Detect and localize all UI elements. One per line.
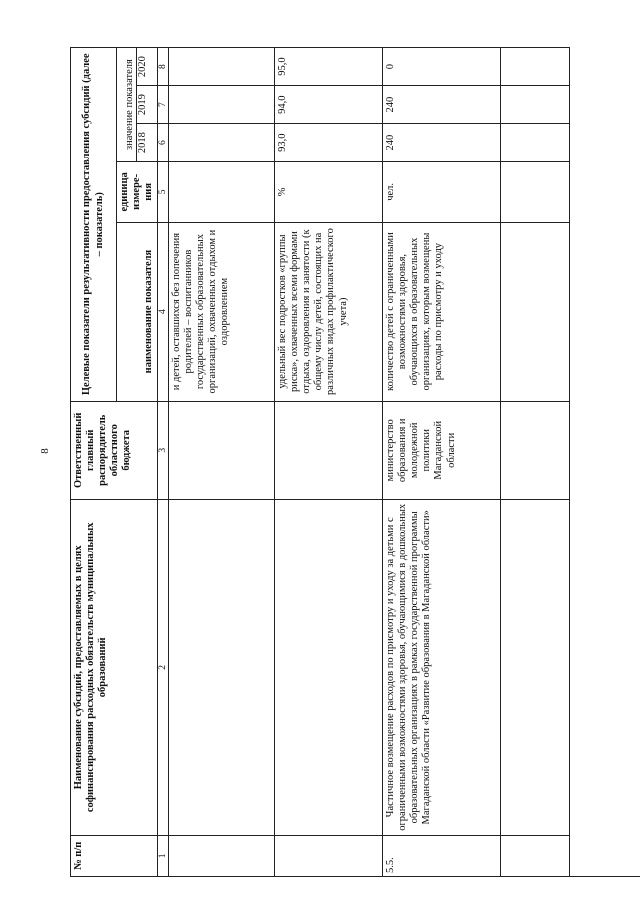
value-2019-cell: 94,0 bbox=[275, 86, 383, 124]
column-number: 6 bbox=[158, 124, 169, 162]
header-year-2019: 2019 bbox=[136, 86, 157, 124]
administrator-cell bbox=[169, 401, 275, 499]
indicator-name-cell: удельный вес подростков «группы риска», охваченных всеми формами отдыха, оздоровления и занятости (к общему числу детей, состоящих на различных видах профилактического учета) bbox=[275, 222, 383, 401]
indicator-name-cell: количество детей с ограниченными возможностями здоровья, обучающихся в образовательных организациях, которым возмещены расходы по присмотру и уходу bbox=[383, 222, 501, 401]
empty-cell bbox=[501, 500, 570, 836]
rotated-table-wrapper bbox=[70, 47, 570, 877]
bottom-rule bbox=[245, 876, 640, 877]
value-2020-cell: 0 bbox=[383, 48, 501, 86]
header-year-2020: 2020 bbox=[136, 48, 157, 86]
row-number-cell bbox=[275, 835, 383, 876]
value-2020-cell bbox=[169, 48, 275, 86]
column-number: 8 bbox=[158, 48, 169, 86]
empty-cell bbox=[501, 222, 570, 401]
page-number: 8 bbox=[38, 448, 51, 454]
empty-cell bbox=[501, 48, 570, 86]
header-number: № п/п bbox=[71, 835, 158, 876]
table-row bbox=[383, 48, 501, 877]
unit-cell bbox=[169, 162, 275, 222]
value-2018-cell bbox=[169, 124, 275, 162]
header-row-1 bbox=[71, 48, 117, 877]
column-number: 5 bbox=[158, 162, 169, 222]
value-2019-cell bbox=[169, 86, 275, 124]
column-number: 4 bbox=[158, 222, 169, 401]
header-administrator: Ответственный главный распорядитель областного бюджета bbox=[71, 401, 158, 499]
indicator-name-cell: и детей, оставшихся без попечения родителей – воспитанников государственных образовательных организаций, охваченных отдыхом и оздоровлением bbox=[169, 222, 275, 401]
header-indicator-name: наименование показателя bbox=[117, 222, 158, 401]
column-number-row bbox=[158, 48, 169, 877]
column-number: 1 bbox=[158, 835, 169, 876]
header-unit: единица измере-ния bbox=[117, 162, 158, 222]
header-values-group: значение показателя bbox=[117, 48, 137, 162]
value-2018-cell: 93,0 bbox=[275, 124, 383, 162]
header-indicators-group: Целевые показатели результативности предоставления субсидий (далее – показатель) bbox=[71, 48, 117, 402]
value-2018-cell: 240 bbox=[383, 124, 501, 162]
empty-cell bbox=[501, 401, 570, 499]
subsidy-indicators-table bbox=[70, 47, 570, 877]
row-number-cell bbox=[169, 835, 275, 876]
column-number: 2 bbox=[158, 500, 169, 836]
column-number: 3 bbox=[158, 401, 169, 499]
header-subsidy-name: Наименование субсидий, предоставляемых в целях софинансирования расходных обязательств муниципальных образований bbox=[71, 500, 158, 836]
administrator-cell: министерство образования и молодежной политики Магаданской области bbox=[383, 401, 501, 499]
value-2020-cell: 95,0 bbox=[275, 48, 383, 86]
header-year-2018: 2018 bbox=[136, 124, 157, 162]
empty-cell bbox=[501, 86, 570, 124]
subsidy-name-cell: Частичное возмещение расходов по присмотру и уходу за детьми с ограниченными возможностями здоровья, обучающимися в дошкольных образовательных организациях в рамках государственной программы Магаданской области «Развитие образования в Магаданской области» bbox=[383, 500, 501, 836]
subsidy-name-cell bbox=[275, 500, 383, 836]
subsidy-name-cell bbox=[169, 500, 275, 836]
unit-cell: чел. bbox=[383, 162, 501, 222]
value-2019-cell: 240 bbox=[383, 86, 501, 124]
column-number: 7 bbox=[158, 86, 169, 124]
table-row bbox=[169, 48, 275, 877]
row-number-cell: 5.5. bbox=[383, 835, 501, 876]
empty-cell bbox=[501, 162, 570, 222]
empty-cell bbox=[501, 124, 570, 162]
unit-cell: % bbox=[275, 162, 383, 222]
empty-row bbox=[501, 48, 570, 877]
administrator-cell bbox=[275, 401, 383, 499]
empty-cell bbox=[501, 835, 570, 876]
table-row bbox=[275, 48, 383, 877]
